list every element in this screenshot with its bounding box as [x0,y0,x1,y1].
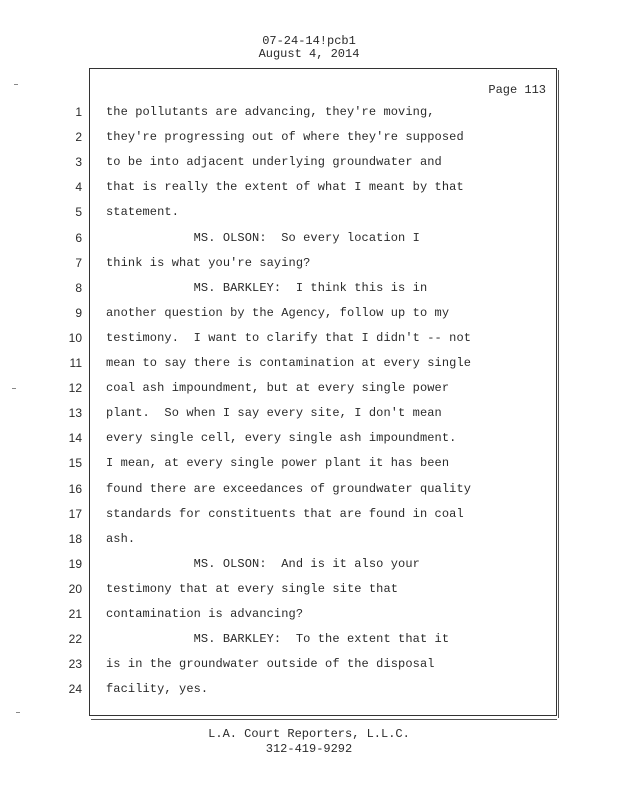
page-number: Page 113 [488,83,546,97]
transcript-line: mean to say there is contamination at every single [106,356,472,370]
transcript-line: contamination is advancing? [106,607,304,621]
line-number: 2 [75,130,82,144]
transcript-line: MS. BARKLEY: To the extent that it [106,632,450,646]
transcript-line: think is what you're saying? [106,256,311,270]
scan-speck [16,712,20,713]
transcript-line: MS. OLSON: And is it also your [106,557,420,571]
transcript-line: statement. [106,205,180,219]
line-number: 22 [68,632,82,646]
line-number: 5 [75,205,82,219]
line-number: 11 [69,356,82,370]
line-number: 17 [68,507,82,521]
transcript-line: the pollutants are advancing, they're moving, [106,105,435,119]
line-number: 7 [75,256,82,270]
line-number: 24 [68,682,82,696]
line-number: 1 [75,105,82,119]
line-number: 6 [75,231,82,245]
transcript-line: to be into adjacent underlying groundwater and [106,155,442,169]
frame-shadow-bottom [91,716,557,720]
line-number: 12 [68,381,82,395]
line-number: 19 [68,557,82,571]
line-number: 20 [68,582,82,596]
frame-shadow-right [555,70,559,718]
transcript-line: found there are exceedances of groundwater quality [106,482,472,496]
line-number: 4 [75,180,82,194]
line-number: 14 [68,431,82,445]
document-code: 07-24-14!pcb1 [262,34,356,48]
scan-speck [14,84,18,85]
transcript-line: another question by the Agency, follow up to my [106,306,450,320]
transcript-line: ash. [106,532,136,546]
line-number: 15 [68,456,82,470]
scan-speck [12,388,16,389]
transcript-line: plant. So when I say every site, I don't mean [106,406,442,420]
transcript-line: MS. BARKLEY: I think this is in [106,281,428,295]
line-number: 16 [68,482,82,496]
transcript-line: coal ash impoundment, but at every single power [106,381,450,395]
transcript-line: testimony that at every single site that [106,582,399,596]
line-number: 21 [68,607,82,621]
transcript-line: I mean, at every single power plant it has been [106,456,450,470]
line-number: 8 [75,281,82,295]
transcript-line: standards for constituents that are found in coal [106,507,464,521]
transcript-line: that is really the extent of what I meant by that [106,180,464,194]
transcript-line: every single cell, every single ash impoundment. [106,431,457,445]
line-number: 13 [68,406,82,420]
reporter-company: L.A. Court Reporters, L.L.C. [208,727,410,741]
transcript-line: MS. OLSON: So every location I [106,231,420,245]
line-number: 23 [68,657,82,671]
reporter-phone: 312-419-9292 [265,742,353,756]
line-number: 3 [75,155,82,169]
transcript-line: is in the groundwater outside of the disposal [106,657,435,671]
transcript-line: they're progressing out of where they're supposed [106,130,464,144]
line-number: 18 [68,532,82,546]
line-number: 10 [68,331,82,345]
line-number: 9 [75,306,82,320]
transcript-line: facility, yes. [106,682,209,696]
transcript-line: testimony. I want to clarify that I didn't -- not [106,331,472,345]
document-date: August 4, 2014 [258,47,360,61]
